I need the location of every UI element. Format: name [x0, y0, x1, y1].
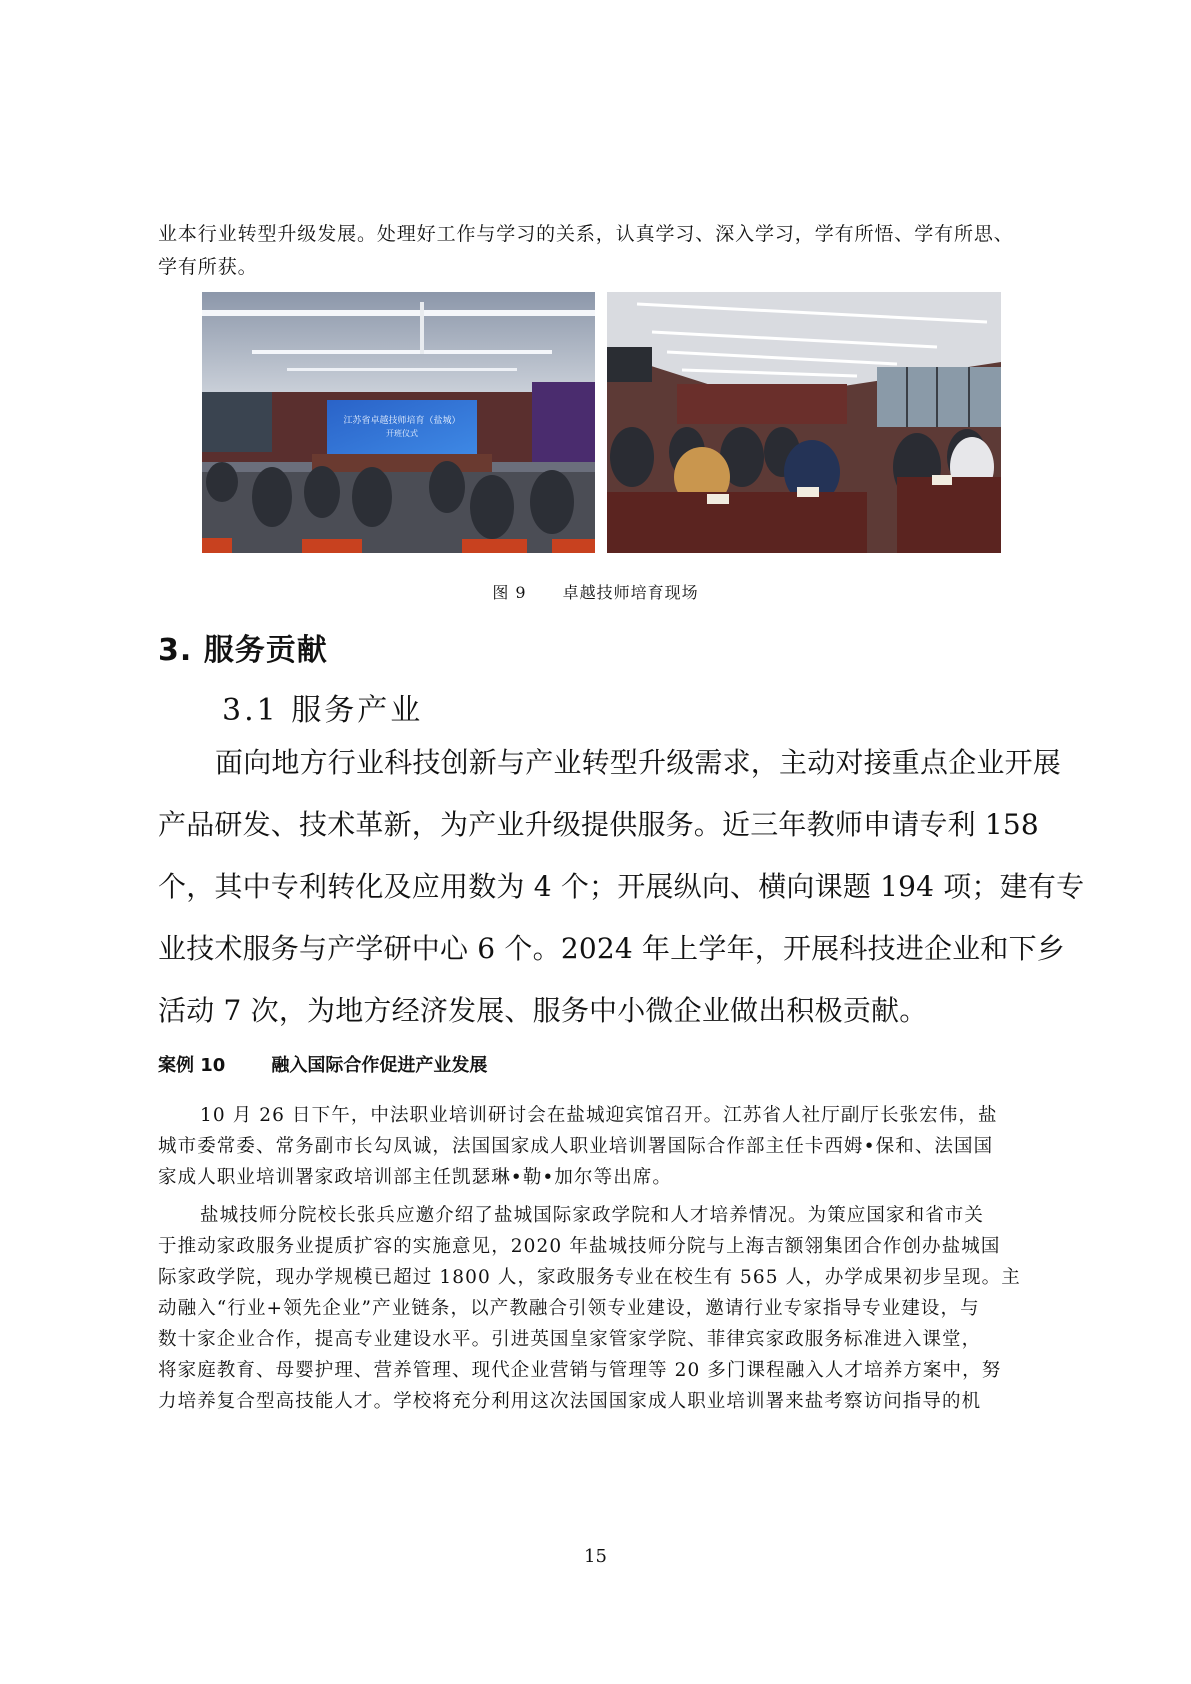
- case-text-line: 际家政学院，现办学规模已超过 1800 人，家政服务专业在校生有 565 人，办学成果初步呈现。主: [158, 1267, 1021, 1288]
- subsection-heading: 3.1 服务产业: [222, 693, 424, 728]
- figure-caption: [0, 580, 1191, 603]
- page-number: 15: [584, 1546, 607, 1567]
- paragraph-line: 业技术服务与产学研中心 6 个。2024 年上学年，开展科技进企业和下乡: [158, 932, 1065, 965]
- photo-attendees: [607, 292, 1001, 553]
- case-text-line: 于推动家政服务业提质扩容的实施意见，2020 年盐城技师分院与上海吉额翎集团合作创办盐城国: [158, 1236, 1001, 1257]
- case-text-line: 动融入“行业+领先企业”产业链条，以产教融合引领专业建设，邀请行业专家指导专业建设，与: [158, 1298, 980, 1319]
- photo-attendees-image: [607, 292, 1001, 553]
- case-text-line: 城市委常委、常务副市长勾凤诚，法国国家成人职业培训署国际合作部主任卡西姆•保和、法国国: [158, 1136, 994, 1157]
- photo-opening-ceremony: [202, 292, 595, 553]
- screen-title-line: 江苏省卓越技师培育（盐城）: [343, 416, 461, 426]
- case-label: 案例 10: [158, 1055, 226, 1076]
- intro-text-line: 业本行业转型升级发展。处理好工作与学习的关系，认真学习、深入学习，学有所悟、学有所思、: [158, 223, 1014, 245]
- case-heading: [158, 1051, 487, 1077]
- case-text-line: 10 月 26 日下午，中法职业培训研讨会在盐城迎宾馆召开。江苏省人社厅副厅长张宏伟，盐: [200, 1105, 998, 1126]
- case-text-line: 家成人职业培训署家政培训部主任凯瑟琳•勒•加尔等出席。: [158, 1167, 673, 1188]
- case-title: 融入国际合作促进产业发展: [271, 1055, 488, 1076]
- paragraph-line: 面向地方行业科技创新与产业转型升级需求，主动对接重点企业开展: [215, 746, 1062, 779]
- case-text-line: 盐城技师分院校长张兵应邀介绍了盐城国际家政学院和人才培养情况。为策应国家和省市关: [200, 1205, 985, 1226]
- figure-label: 图 9: [492, 583, 527, 602]
- figure-title: 卓越技师培育现场: [562, 583, 699, 602]
- photo-opening-ceremony-image: [202, 292, 595, 553]
- paragraph-line: 产品研发、技术革新，为产业升级提供服务。近三年教师申请专利 158: [158, 808, 1039, 841]
- screen-subtitle-line: 开班仪式: [386, 429, 418, 438]
- case-text-line: 将家庭教育、母婴护理、营养管理、现代企业营销与管理等 20 多门课程融入人才培养方案中，努: [158, 1360, 1002, 1381]
- paragraph-line: 活动 7 次，为地方经济发展、服务中小微企业做出积极贡献。: [158, 994, 928, 1027]
- case-text-line: 力培养复合型高技能人才。学校将充分利用这次法国国家成人职业培训署来盐考察访问指导的机: [158, 1391, 982, 1412]
- case-text-line: 数十家企业合作，提高专业建设水平。引进英国皇家管家学院、菲律宾家政服务标准进入课堂，: [158, 1329, 982, 1350]
- intro-text-line: 学有所获。: [158, 256, 258, 278]
- paragraph-line: 个，其中专利转化及应用数为 4 个；开展纵向、横向课题 194 项；建有专: [158, 870, 1085, 903]
- section-heading: 3. 服务贡献: [158, 633, 328, 668]
